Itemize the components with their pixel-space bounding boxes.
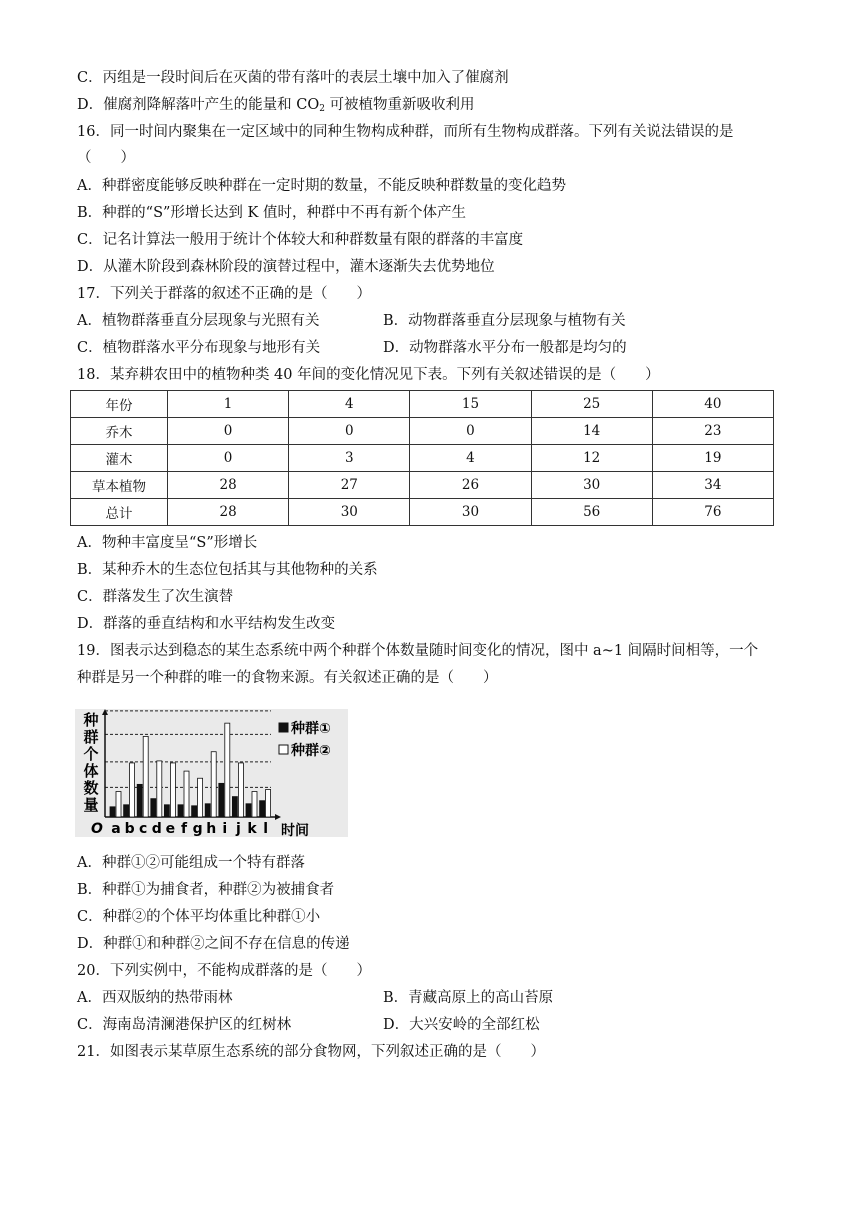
- q20-stem: 20．下列实例中，不能构成群落的是（ ）: [77, 963, 371, 979]
- bar-series-1: [178, 805, 183, 817]
- table-cell: 3: [289, 445, 410, 472]
- bar-series-2: [170, 763, 175, 817]
- q15-option-d-text: D．催腐剂降解落叶产生的能量和 CO: [77, 97, 320, 113]
- bar-series-2: [238, 763, 243, 817]
- bar-series-1: [260, 801, 265, 817]
- y-axis-arrow-icon: [102, 709, 108, 715]
- q15-option-c: C．丙组是一段时间后在灭菌的带有落叶的表层土壤中加入了催腐剂: [77, 70, 509, 86]
- q19-population-chart: [75, 709, 348, 837]
- q17-stem: 17．下列关于群落的叙述不正确的是（ ）: [77, 286, 371, 302]
- bar-series-1: [137, 784, 142, 817]
- q18-data-table: [70, 390, 774, 526]
- table-cell: 28: [168, 499, 289, 526]
- x-axis-label: 时间: [281, 823, 309, 837]
- x-tick-label: i: [222, 821, 228, 837]
- q17-option-b: B．动物群落垂直分层现象与植物有关: [383, 313, 626, 329]
- q17-row-1: [77, 311, 797, 331]
- table-cell: 15: [410, 391, 531, 418]
- bar-series-1: [192, 806, 197, 817]
- x-tick-label: k: [247, 821, 257, 837]
- q16-stem: 16．同一时间内聚集在一定区域中的同种生物构成种群，而所有生物构成群落。下列有关说法错误的是: [77, 124, 734, 140]
- bar-series-1: [205, 804, 210, 817]
- q16-option-a: A．种群密度能够反映种群在一定时期的数量，不能反映种群数量的变化趋势: [77, 178, 566, 194]
- q17-option-c: C．植物群落水平分布现象与地形有关: [77, 340, 321, 356]
- table-cell: 19: [652, 445, 773, 472]
- x-tick-label: d: [151, 821, 162, 837]
- bar-series-2: [143, 736, 148, 817]
- table-cell: 28: [168, 472, 289, 499]
- table-cell: 56: [531, 499, 652, 526]
- legend-swatch-series-1: [279, 723, 288, 732]
- bar-series-1: [164, 805, 169, 817]
- co2-subscript: 2: [319, 104, 325, 114]
- q18-table-body: [71, 391, 774, 526]
- table-cell: 1: [168, 391, 289, 418]
- q16-option-b: B．种群的“S”形增长达到 K 值时，种群中不再有新个体产生: [77, 205, 466, 221]
- x-tick-label: l: [263, 821, 269, 837]
- bar-series-2: [116, 792, 121, 818]
- table-cell: 4: [289, 391, 410, 418]
- table-cell: 0: [410, 418, 531, 445]
- table-cell: 34: [652, 472, 773, 499]
- q15-option-d-text-end: 可被植物重新吸收利用: [324, 97, 475, 113]
- q20-option-a: A．西双版纳的热带雨林: [77, 990, 233, 1006]
- bar-series-1: [151, 799, 156, 817]
- q19-option-c: C．种群②的个体平均体重比种群①小: [77, 909, 321, 925]
- x-tick-label: b: [124, 821, 135, 837]
- q20-option-c: C．海南岛清澜港保护区的红树林: [77, 1017, 292, 1033]
- table-row-header: 草本植物: [71, 472, 168, 499]
- bar-series-2: [252, 792, 257, 818]
- bar-series-2: [211, 752, 216, 817]
- q17-option-d: D．动物群落水平分布一般都是均匀的: [383, 340, 627, 356]
- bar-series-1: [124, 805, 129, 817]
- q19-option-a: A．种群①②可能组成一个特有群落: [77, 855, 305, 871]
- table-cell: 26: [410, 472, 531, 499]
- table-cell: 40: [652, 391, 773, 418]
- table-cell: 76: [652, 499, 773, 526]
- table-row: [71, 499, 774, 526]
- legend-swatch-series-2: [279, 745, 288, 754]
- q20-option-d: D．大兴安岭的全部红松: [383, 1017, 540, 1033]
- legend-label-series-2: 种群②: [291, 743, 331, 759]
- table-cell: 14: [531, 418, 652, 445]
- chart-svg: [75, 709, 348, 837]
- table-row-header: 总计: [71, 499, 168, 526]
- q18-option-c: C．群落发生了次生演替: [77, 589, 234, 605]
- table-row-header: 乔木: [71, 418, 168, 445]
- bar-series-1: [246, 804, 251, 817]
- y-axis-label-char: 个: [83, 745, 99, 763]
- x-tick-label: a: [111, 821, 121, 837]
- table-cell: 12: [531, 445, 652, 472]
- q20-option-b: B．青藏高原上的高山苔原: [383, 990, 554, 1006]
- q18-option-b: B．某种乔木的生态位包括其与其他物种的关系: [77, 562, 378, 578]
- x-tick-label: f: [180, 821, 188, 837]
- y-axis-label-char: 种: [83, 711, 99, 729]
- table-cell: 30: [531, 472, 652, 499]
- x-axis-arrow-icon: [275, 814, 281, 820]
- q21-stem: 21．如图表示某草原生态系统的部分食物网，下列叙述正确的是（ ）: [77, 1044, 545, 1060]
- q16-answer-paren: （ ）: [77, 150, 135, 166]
- table-cell: 27: [289, 472, 410, 499]
- table-row-header: 年份: [71, 391, 168, 418]
- q19-option-d: D．种群①和种群②之间不存在信息的传递: [77, 936, 350, 952]
- q19-stem-line2: 种群是另一个种群的唯一的食物来源。有关叙述正确的是（ ）: [77, 670, 498, 686]
- q17-option-a: A．植物群落垂直分层现象与光照有关: [77, 313, 320, 329]
- y-axis-label-char: 数: [83, 779, 99, 797]
- q18-option-d: D．群落的垂直结构和水平结构发生改变: [77, 616, 336, 632]
- bar-series-2: [184, 771, 189, 817]
- q20-row-1: [77, 988, 797, 1008]
- q18-option-a: A．物种丰富度呈“S”形增长: [77, 535, 258, 551]
- table-cell: 4: [410, 445, 531, 472]
- table-row: [71, 418, 774, 445]
- origin-label: O: [91, 821, 103, 837]
- q18-stem: 18．某弃耕农田中的植物种类 40 年间的变化情况见下表。下列有关叙述错误的是（ ）: [77, 367, 660, 383]
- y-axis-label-char: 量: [83, 796, 99, 814]
- legend-label-series-1: 种群①: [291, 721, 331, 737]
- bar-series-2: [198, 778, 203, 817]
- bar-series-1: [110, 807, 115, 817]
- table-row-header: 灌木: [71, 445, 168, 472]
- bar-series-1: [232, 797, 237, 817]
- table-cell: 30: [289, 499, 410, 526]
- table-cell: 0: [168, 445, 289, 472]
- bar-series-2: [157, 761, 162, 817]
- table-row: [71, 391, 774, 418]
- q17-row-2: [77, 338, 797, 358]
- bar-series-2: [130, 763, 135, 817]
- bar-series-2: [225, 723, 230, 817]
- table-row: [71, 472, 774, 499]
- q16-option-d: D．从灌木阶段到森林阶段的演替过程中，灌木逐渐失去优势地位: [77, 259, 495, 275]
- q20-row-2: [77, 1015, 797, 1035]
- q19-option-b: B．种群①为捕食者，种群②为被捕食者: [77, 882, 335, 898]
- table-cell: 23: [652, 418, 773, 445]
- q16-option-c: C．记名计算法一般用于统计个体较大和种群数量有限的群落的丰富度: [77, 232, 524, 248]
- table-cell: 30: [410, 499, 531, 526]
- table-row: [71, 445, 774, 472]
- x-tick-label: j: [235, 821, 241, 837]
- x-tick-label: c: [139, 821, 148, 837]
- q15-option-d: [77, 95, 797, 119]
- bar-series-2: [266, 789, 271, 817]
- q19-stem-line1: 19．图表示达到稳态的某生态系统中两个种群个体数量随时间变化的情况，图中 a~1 间隔时间相等，一个: [77, 643, 759, 659]
- y-axis-label-char: 群: [83, 728, 99, 746]
- x-tick-label: g: [192, 821, 203, 837]
- table-cell: 25: [531, 391, 652, 418]
- x-tick-label: h: [206, 821, 217, 837]
- x-tick-label: e: [165, 821, 176, 837]
- bar-series-1: [219, 783, 224, 817]
- table-cell: 0: [168, 418, 289, 445]
- table-cell: 0: [289, 418, 410, 445]
- y-axis-label-char: 体: [83, 762, 99, 780]
